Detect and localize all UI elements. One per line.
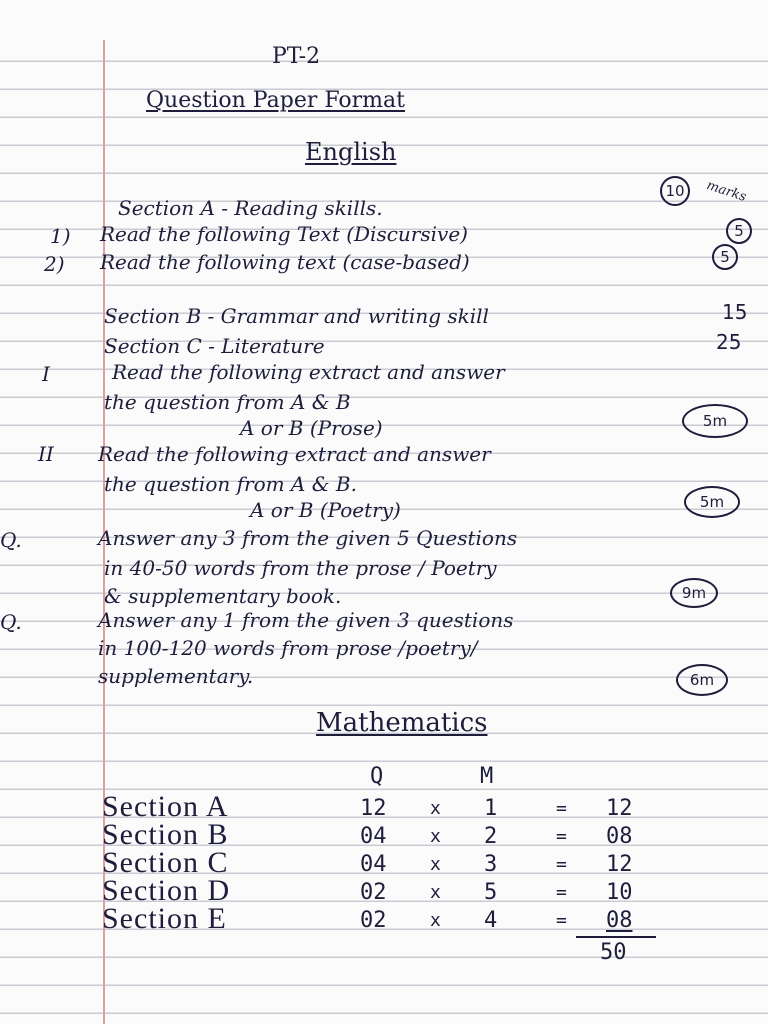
q2-line3: A or B (Poetry) (250, 498, 401, 522)
math-total-value: 12 (606, 852, 633, 877)
q2-line1: Read the following extract and answer (98, 442, 491, 466)
math-equals-sign: = (556, 798, 567, 819)
section-a-label: Section A - Reading skills. (118, 196, 383, 220)
q1-line2: the question from A & B (104, 390, 351, 414)
math-q-value: 02 (360, 880, 387, 905)
q2-marks-circle (684, 486, 740, 518)
item-a1-marks-circle (726, 218, 752, 244)
math-multiply-sign: x (430, 798, 441, 819)
math-section-label: Section D (102, 874, 231, 907)
math-m-value: 5 (484, 880, 498, 905)
q4-line2: in 100-120 words from prose /poetry/ (98, 636, 478, 660)
q3-marks: 9m (681, 584, 707, 602)
item-a1-num: 1) (50, 224, 71, 248)
math-m-value: 2 (484, 824, 498, 849)
math-q-value: 12 (360, 796, 387, 821)
q1-marks: 5m (702, 412, 728, 430)
page-top-edge (0, 0, 768, 40)
math-grand-total: 50 (600, 940, 627, 965)
section-c-label: Section C - Literature (104, 334, 325, 358)
subject-english: English (305, 138, 397, 166)
page-title: PT-2 (272, 44, 321, 69)
q4-num: Q. (0, 610, 22, 634)
math-m-value: 1 (484, 796, 498, 821)
q4-line1: Answer any 1 from the given 3 questions (98, 608, 514, 632)
q1-marks-circle (682, 404, 748, 438)
q1-line3: A or B (Prose) (240, 416, 383, 440)
page-subtitle: Question Paper Format (146, 88, 405, 113)
item-a2-marks: 5 (720, 248, 730, 266)
q3-marks-circle (670, 578, 718, 608)
math-multiply-sign: x (430, 854, 441, 875)
item-a1-text: Read the following Text (Discursive) (100, 222, 468, 246)
math-section-label: Section C (102, 846, 229, 879)
math-col-m: M (480, 764, 494, 789)
section-a-marks-circle (660, 176, 690, 206)
math-equals-sign: = (556, 826, 567, 847)
q1-line1: Read the following extract and answer (112, 360, 505, 384)
math-q-value: 04 (360, 824, 387, 849)
math-section-label: Section B (102, 818, 229, 851)
math-multiply-sign: x (430, 910, 441, 931)
section-a-marks: 10 (665, 182, 685, 200)
q4-marks: 6m (689, 671, 715, 689)
q3-line3: & supplementary book. (104, 584, 342, 608)
q3-line1: Answer any 3 from the given 5 Questions (98, 526, 518, 550)
math-section-label: Section A (102, 790, 229, 823)
math-total-value: 12 (606, 796, 633, 821)
q1-num: I (42, 362, 50, 386)
q4-marks-circle (676, 664, 728, 696)
q2-num: II (38, 442, 54, 466)
math-total-value: 10 (606, 880, 633, 905)
section-b-label: Section B - Grammar and writing skill (104, 304, 489, 328)
math-equals-sign: = (556, 910, 567, 931)
q4-line3: supplementary. (98, 664, 254, 688)
item-a1-marks: 5 (734, 222, 744, 240)
math-multiply-sign: x (430, 882, 441, 903)
total-rule (576, 936, 656, 938)
math-equals-sign: = (556, 882, 567, 903)
section-c-marks: 25 (716, 330, 742, 354)
math-q-value: 04 (360, 852, 387, 877)
math-m-value: 3 (484, 852, 498, 877)
math-q-value: 02 (360, 908, 387, 933)
q2-marks: 5m (699, 493, 725, 511)
math-col-q: Q (370, 764, 384, 789)
section-b-marks: 15 (722, 300, 748, 324)
math-multiply-sign: x (430, 826, 441, 847)
section-a-marks-word: marks (704, 178, 749, 205)
q3-num: Q. (0, 528, 22, 552)
math-title: Mathematics (316, 708, 488, 738)
q2-line2: the question from A & B. (104, 472, 357, 496)
item-a2-text: Read the following text (case-based) (100, 250, 470, 274)
math-m-value: 4 (484, 908, 498, 933)
math-total-value: 08 (606, 824, 633, 849)
math-total-value: 08 (606, 908, 633, 933)
math-section-label: Section E (102, 902, 227, 935)
item-a2-num: 2) (44, 252, 65, 276)
math-equals-sign: = (556, 854, 567, 875)
q3-line2: in 40-50 words from the prose / Poetry (104, 556, 497, 580)
item-a2-marks-circle (712, 244, 738, 270)
